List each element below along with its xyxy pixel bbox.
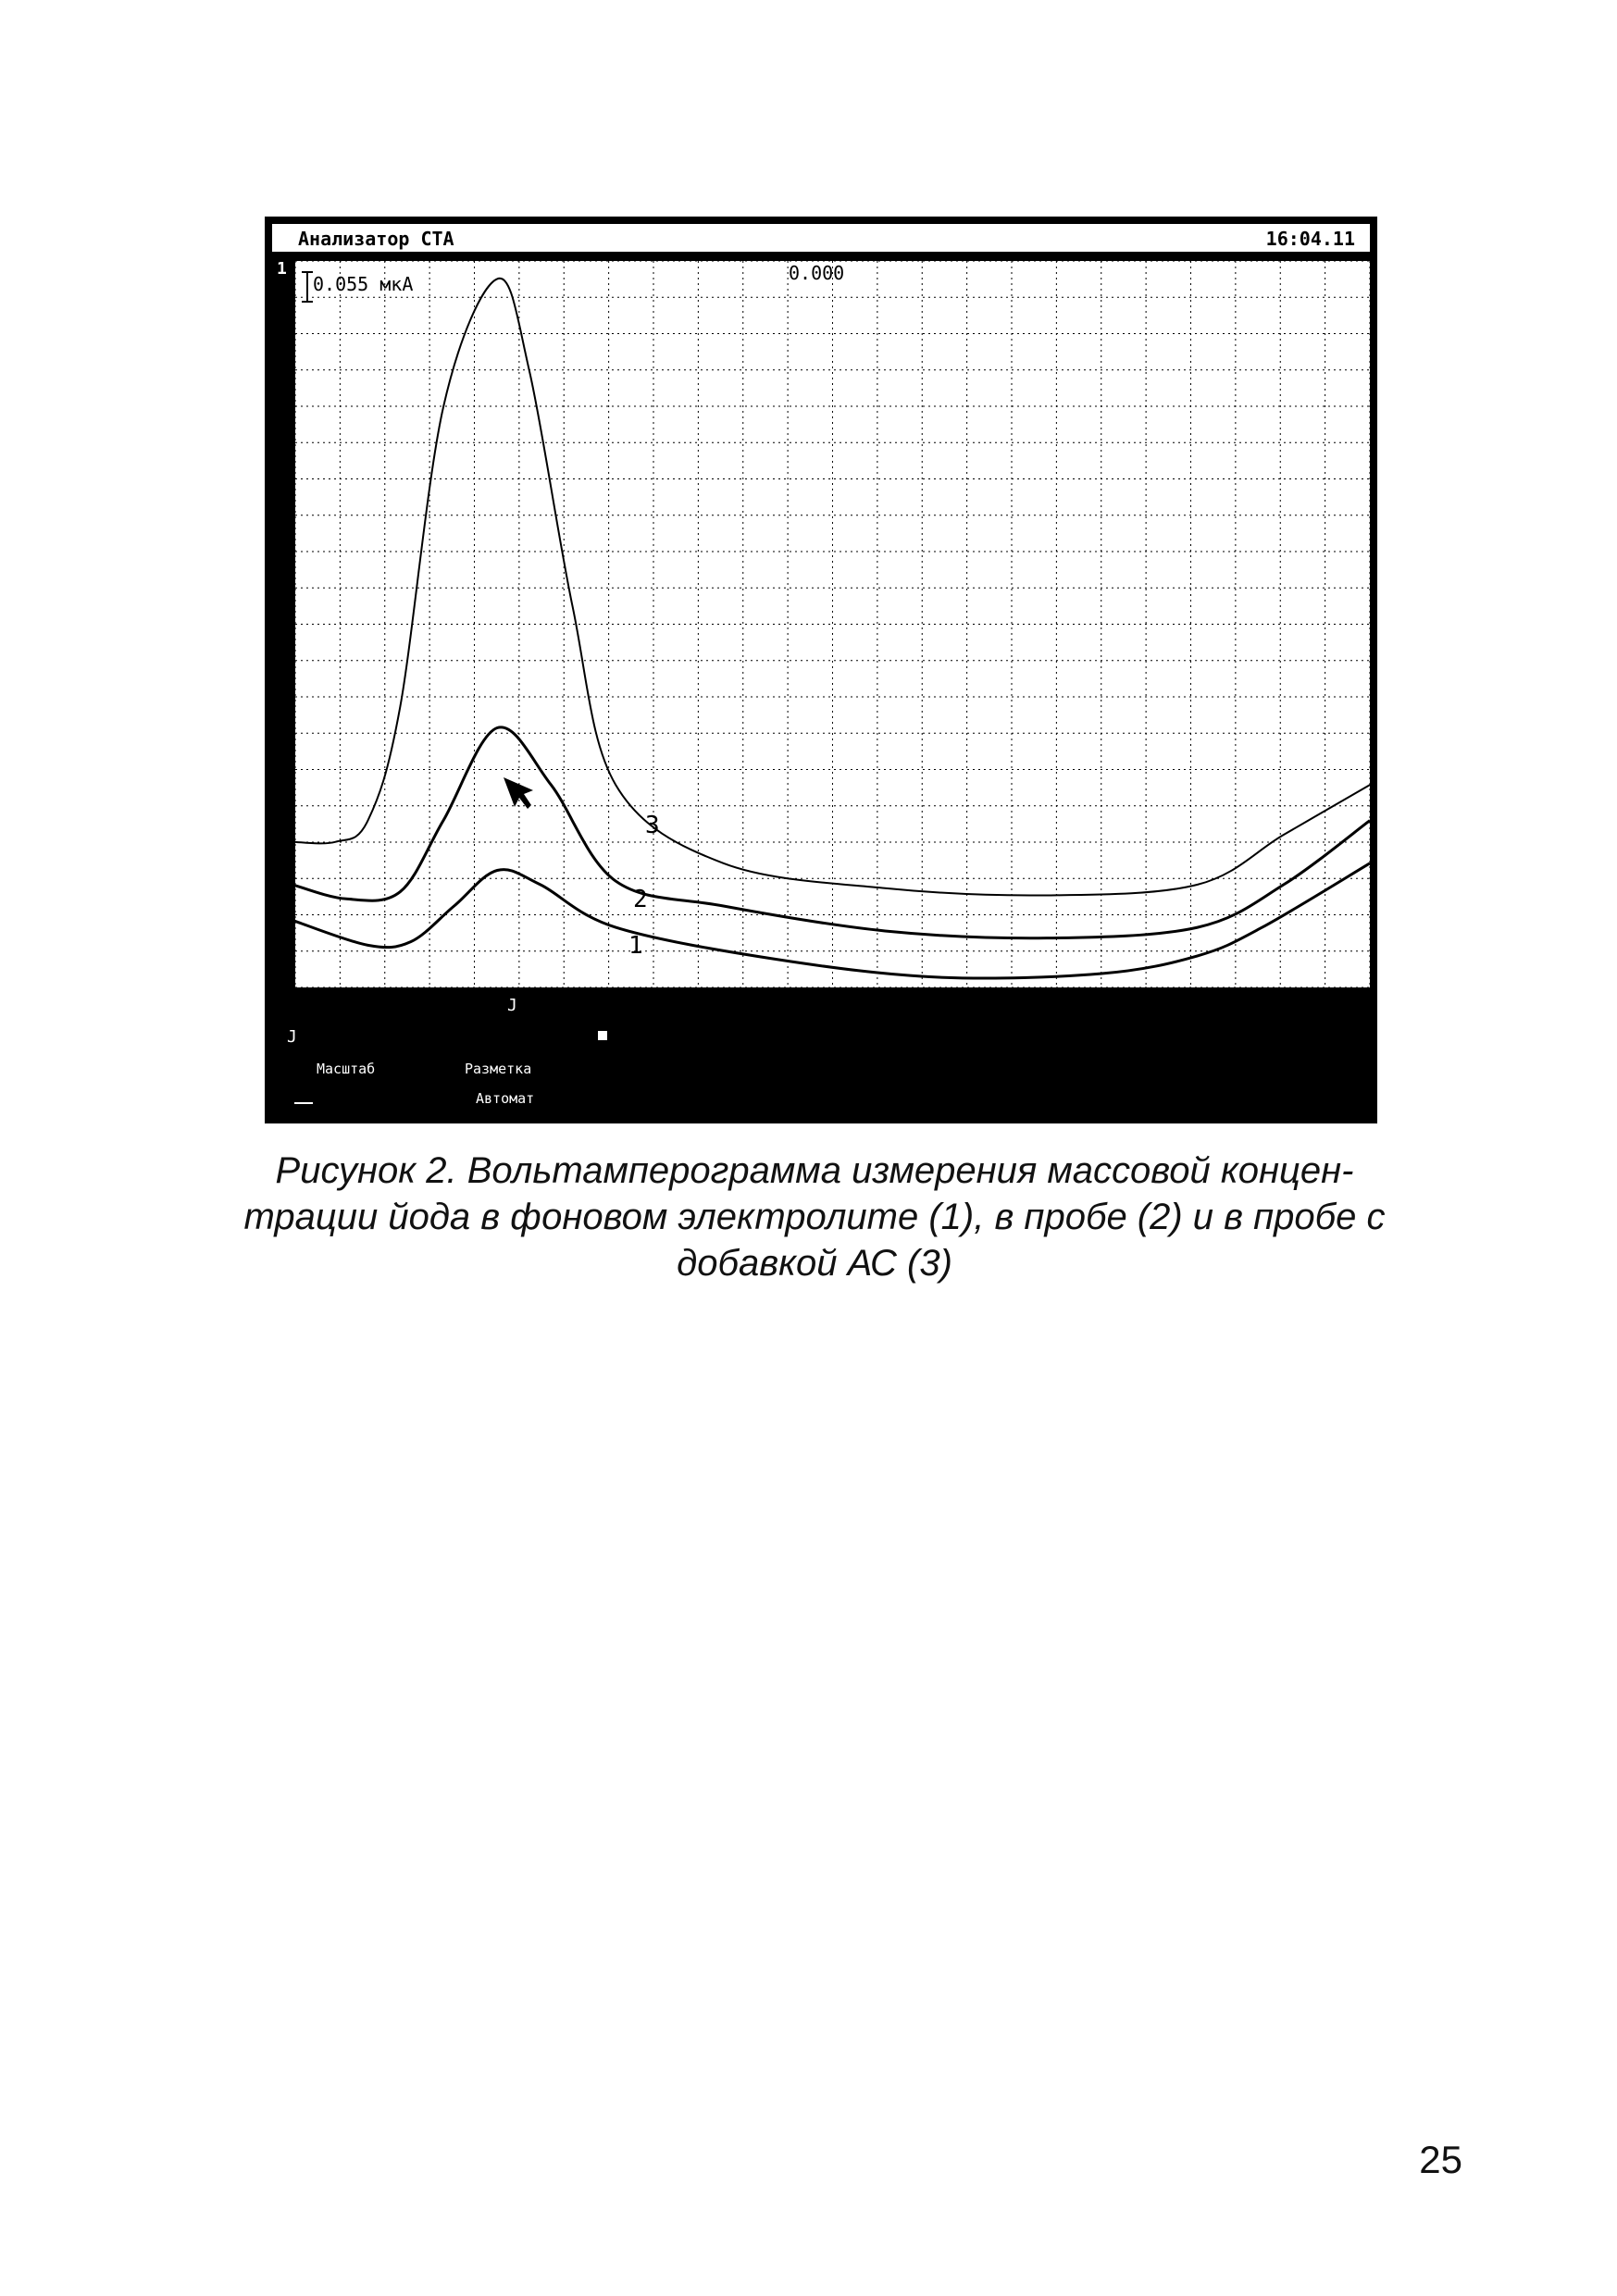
menu-auto[interactable]: Автомат [476,1090,535,1107]
channel-number: 1 [277,259,287,279]
analyzer-screenshot [265,217,1377,1123]
caption-line-1: Рисунок 2. Вольтамперограмма измерения массовой концен- [275,1150,1354,1191]
page-number: 25 [1419,2138,1462,2181]
window-title: Анализатор СТА [298,228,454,250]
marker-glyph-left: J [287,1027,297,1047]
marker-square-icon [598,1031,607,1040]
menu-scale[interactable]: Масштаб [317,1061,376,1077]
curve-label-2: 2 [633,886,648,913]
marker-glyph: J [507,996,517,1015]
potential-readout: 0.000 [789,262,845,284]
scale-label: 0.055 мкА [313,273,414,295]
caption-line-3: добавкой АС (3) [677,1243,952,1284]
curve-label-1: 1 [628,932,643,960]
clock: 16:04.11 [1265,228,1355,250]
menu-markup[interactable]: Разметка [465,1061,532,1077]
caption-line-2: трации йода в фоновом электролите (1), в пробе (2) и в пробе с [243,1197,1386,1237]
figure-caption [185,1148,1444,1286]
curve-label-3: 3 [645,812,660,839]
